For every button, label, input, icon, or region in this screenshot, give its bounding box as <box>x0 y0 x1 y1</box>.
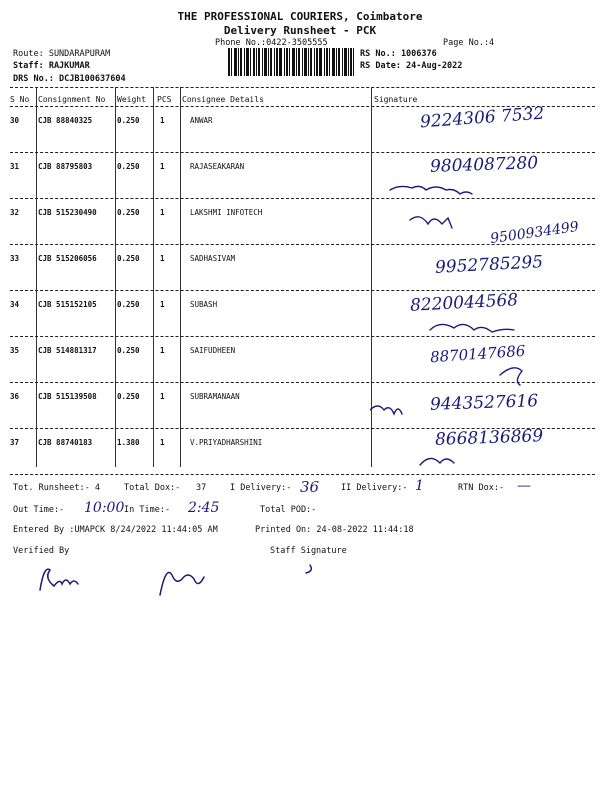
row-pcs: 1 <box>160 116 165 125</box>
out-time-label: Out Time:- <box>13 505 65 515</box>
handwritten-signature: 9952785295 <box>434 252 544 278</box>
rs-number: RS No.: 1006376 <box>360 49 437 59</box>
row-consignment: CJB 88795803 <box>38 162 93 171</box>
phone-number: Phone No.:0422-3505555 <box>215 38 328 48</box>
row-weight: 0.250 <box>117 346 140 355</box>
row-pcs: 1 <box>160 438 165 447</box>
row-consignee: LAKSHMI INFOTECH <box>190 208 263 217</box>
handwritten-signature: 9804087280 <box>429 153 539 177</box>
entered-by: Entered By :UMAPCK 8/24/2022 11:44:05 AM <box>13 525 218 535</box>
row-weight: 0.250 <box>117 162 140 171</box>
row-pcs: 1 <box>160 300 165 309</box>
row-consignment: CJB 514881317 <box>38 346 97 355</box>
row-weight: 0.250 <box>117 254 140 263</box>
ii-delivery-value: 1 <box>415 478 424 494</box>
document-subtitle: Delivery Runsheet - PCK <box>223 24 377 37</box>
row-consignment: CJB 515152105 <box>38 300 97 309</box>
row-pcs: 1 <box>160 392 165 401</box>
handwritten-signature: 9500934499 <box>489 218 580 248</box>
table-top-rule <box>10 87 595 88</box>
row-weight: 0.250 <box>117 116 140 125</box>
column-header-sno: S No <box>10 95 30 104</box>
handwritten-signature: 8220044568 <box>409 290 519 316</box>
row-consignee: ANWAR <box>190 116 213 125</box>
handwritten-signature: 8870147686 <box>429 341 526 367</box>
total-pod-label: Total POD:- <box>260 505 317 515</box>
verifier-signature <box>30 555 330 605</box>
total-dox-label: Total Dox:- <box>124 483 181 493</box>
rtn-dox-mark: — <box>517 478 531 494</box>
document-title: THE PROFESSIONAL COURIERS, Coimbatore <box>177 10 423 23</box>
row-pcs: 1 <box>160 346 165 355</box>
row-consignment: CJB 515206056 <box>38 254 97 263</box>
rtn-dox-label: RTN Dox:- <box>458 483 505 493</box>
page-number: Page No.:4 <box>443 38 495 48</box>
printed-on: Printed On: 24-08-2022 11:44:18 <box>255 525 414 535</box>
row-sno: 36 <box>10 392 20 401</box>
column-header-pcs: PCS <box>157 95 172 104</box>
row-consignment: CJB 515139508 <box>38 392 97 401</box>
row-consignee: SADHASIVAM <box>190 254 236 263</box>
handwritten-signature: 9443527616 <box>429 391 539 415</box>
row-consignee: SUBASH <box>190 300 218 309</box>
row-divider <box>10 152 595 153</box>
row-weight: 0.250 <box>117 208 140 217</box>
row-consignee: RAJASEAKARAN <box>190 162 245 171</box>
row-weight: 0.250 <box>117 392 140 401</box>
column-header-consignment: Consignment No <box>38 95 106 104</box>
column-header-weight: Weight <box>117 95 146 104</box>
column-divider <box>153 87 154 467</box>
staff-label: Staff: RAJKUMAR <box>13 61 90 71</box>
column-divider <box>180 87 181 467</box>
row-sno: 30 <box>10 116 20 125</box>
row-pcs: 1 <box>160 208 165 217</box>
staff-signature-label: Staff Signature <box>270 546 347 556</box>
column-header-signature: Signature <box>374 95 418 104</box>
rs-date: RS Date: 24-Aug-2022 <box>360 61 463 71</box>
drs-number: DRS No.: DCJB100637604 <box>13 74 126 84</box>
row-consignment: CJB 515230490 <box>38 208 97 217</box>
barcode <box>228 48 354 76</box>
row-weight: 0.250 <box>117 300 140 309</box>
row-weight: 1.380 <box>117 438 140 447</box>
total-dox-value: 37 <box>196 483 207 493</box>
in-time-value: 2:45 <box>188 500 220 516</box>
row-consignee: V.PRIYADHARSHINI <box>190 438 263 447</box>
i-delivery-label: I Delivery:- <box>230 483 292 493</box>
verified-by-label: Verified By <box>13 546 70 556</box>
row-consignee: SUBRAMANAAN <box>190 392 240 401</box>
i-delivery-value: 36 <box>300 478 320 496</box>
column-divider <box>115 87 116 467</box>
row-consignment: CJB 88840325 <box>38 116 93 125</box>
row-sno: 35 <box>10 346 20 355</box>
row-sno: 33 <box>10 254 20 263</box>
row-consignee: SAIFUDHEEN <box>190 346 236 355</box>
row-pcs: 1 <box>160 162 165 171</box>
out-time-value: 10:00 <box>84 500 125 516</box>
ii-delivery-label: II Delivery:- <box>341 483 408 493</box>
route-label: Route: SUNDARAPURAM <box>13 49 111 59</box>
row-consignment: CJB 88740183 <box>38 438 93 447</box>
handwritten-signature: 8668136869 <box>434 426 544 450</box>
row-sno: 34 <box>10 300 20 309</box>
total-runsheet: Tot. Runsheet:- 4 <box>13 483 100 493</box>
column-divider <box>36 87 37 467</box>
in-time-label: In Time:- <box>124 505 171 515</box>
signature-scribbles <box>370 160 600 480</box>
row-sno: 37 <box>10 438 20 447</box>
row-sno: 32 <box>10 208 20 217</box>
handwritten-signature: 9224306 7532 <box>419 103 545 133</box>
row-sno: 31 <box>10 162 20 171</box>
row-pcs: 1 <box>160 254 165 263</box>
column-header-consignee: Consignee Details <box>182 95 264 104</box>
